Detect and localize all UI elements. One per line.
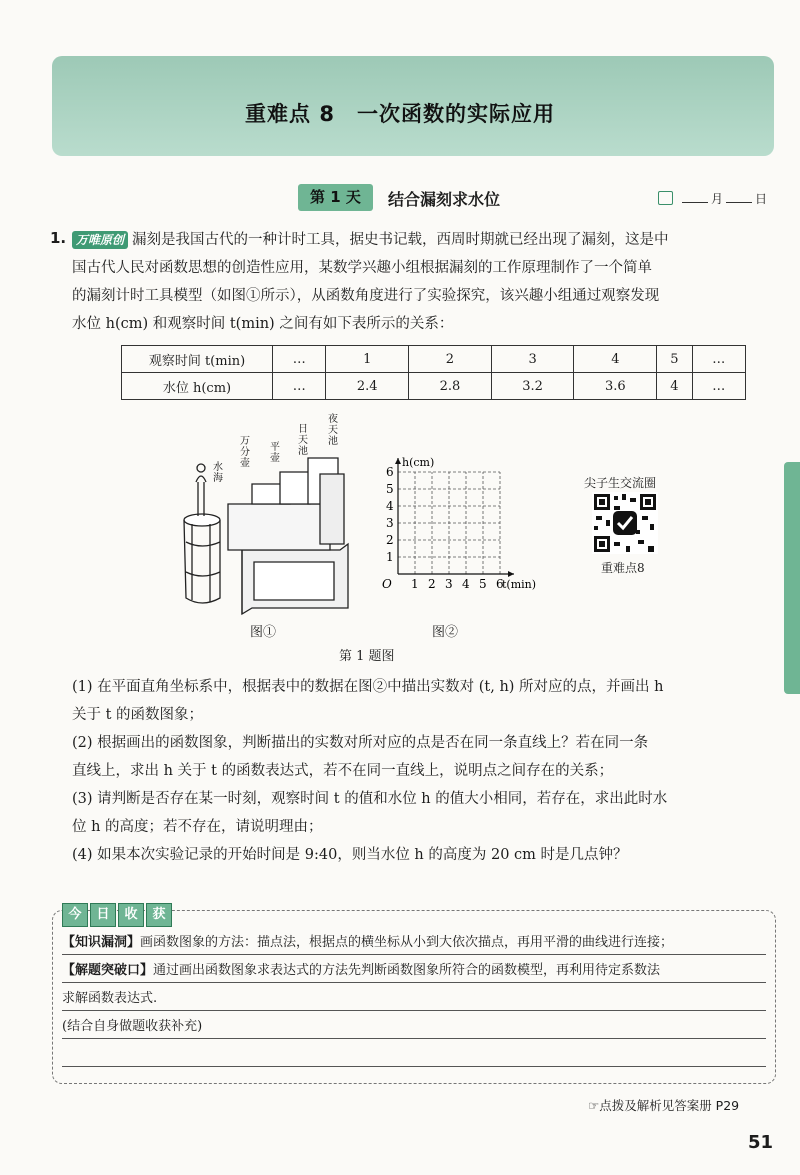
day-topic: 结合漏刻求水位 [388,190,501,209]
x-axis-label: t(min) [502,578,537,591]
day-badge: 第 1 天 [298,184,373,211]
source-tag: 万唯原创 [72,231,128,249]
date-field [658,190,767,207]
y-axis-label: h(cm) [402,456,435,469]
svg-text:日天池: 日天池 [298,424,308,457]
coordinate-grid [372,446,552,616]
harvest-title-char: 获 [146,903,172,927]
y-tick-label: 4 [386,499,394,513]
table-cell: … [692,346,745,373]
svg-text:万分壶: 万分壶 [240,436,250,469]
svg-text:平壶: 平壶 [270,442,280,464]
question-line: 国古代人民对函数思想的创造性应用，某数学兴趣小组根据漏刻的工作原理制作了一个简单 [72,260,652,276]
y-tick-label: 1 [386,550,394,564]
qr-code-icon[interactable] [592,492,658,554]
qr-title: 尖子生交流圈 [584,476,657,490]
table-cell: 2.8 [409,373,492,400]
figure1-caption: 图① [250,625,277,640]
table-cell: 4 [574,346,657,373]
question-line: 漏刻是我国古代的一种计时工具，据史书记载，西周时期就已经出现了漏刻，这是中 [132,232,669,248]
subquestions [72,673,780,869]
question-line: 的漏刻计时工具模型（如图①所示），从函数角度进行了实验探究，该兴趣小组通过观察发现 [72,288,660,304]
y-tick-label: 2 [386,533,394,547]
question-line: 水位 h(cm) 和观察时间 t(min) 之间有如下表所示的关系： [72,316,454,332]
water-clock-figure [180,412,360,622]
figure-caption: 第 1 题图 [339,649,395,664]
x-tick-label: 3 [445,577,453,591]
y-tick-label: 6 [386,465,394,479]
harvest-note: (结合自身做题收获补充) [62,1019,203,1034]
question-text [72,226,780,338]
subquestion-line: (3) 请判断是否存在某一时刻，观察时间 t 的值和水位 h 的值大小相同，若存在，求出此时水 [72,791,668,807]
page-title: 重难点 8 一次函数的实际应用 [245,102,555,126]
answer-reference: ☞点拨及解析见答案册 P29 [588,1098,740,1113]
table-cell: … [273,346,326,373]
table-cell: 2 [409,346,492,373]
table-header-cell: 水位 h(cm) [122,373,273,400]
table-cell: 1 [326,346,409,373]
harvest-title-char: 日 [90,903,116,927]
calendar-icon [658,191,673,205]
table-cell: … [273,373,326,400]
question-number: 1. [50,229,67,247]
table-cell: 2.4 [326,373,409,400]
table-cell: … [692,373,745,400]
figure2-caption: 图② [432,625,459,640]
harvest-method-line [62,960,766,983]
y-tick-label: 5 [386,482,394,496]
harvest-note-line [62,1016,766,1039]
method-text-2: 求解函数表达式. [62,991,158,1006]
table-row [122,373,746,400]
side-tab [784,462,800,694]
qr-caption: 重难点8 [601,561,645,575]
table-cell: 4 [657,373,692,400]
data-table [121,345,746,400]
x-tick-label: 5 [479,577,487,591]
harvest-title-char: 收 [118,903,144,927]
harvest-title [62,903,172,927]
knowledge-text: 画函数图象的方法：描点法，根据点的横坐标从小到大依次描点，再用平滑的曲线进行连接； [140,935,674,950]
day-label: 日 [755,192,768,206]
month-label: 月 [711,192,724,206]
origin-label: O [382,577,392,591]
x-tick-label: 4 [462,577,470,591]
table-cell: 3 [491,346,574,373]
y-axis-arrow [395,458,401,464]
svg-text:夜天池: 夜天池 [328,414,338,447]
x-tick-label: 6 [496,577,504,591]
harvest-blank-line[interactable] [62,1044,766,1067]
harvest-title-char: 今 [62,903,88,927]
fig1-label-night-pool: 夜 [328,414,338,425]
subquestion-line: (1) 在平面直角坐标系中，根据表中的数据在图②中描出实数对 (t, h) 所对应的点，并画出 h [72,679,664,695]
table-row [122,346,746,373]
y-tick-label: 3 [386,516,394,530]
subquestion-line: 直线上，求出 h 关于 t 的函数表达式，若不在同一直线上，说明点之间存在的关系； [72,763,614,779]
knowledge-label: 【知识漏洞】 [62,935,141,950]
harvest-knowledge-line [62,932,766,955]
subquestion-line: 关于 t 的函数图象； [72,707,204,723]
method-text: 通过画出函数图象求表达式的方法先判断函数图象所符合的函数模型，再利用待定系数法 [153,963,661,978]
method-label: 【解题突破口】 [62,963,154,978]
table-cell: 3.6 [574,373,657,400]
table-cell: 5 [657,346,692,373]
subquestion-line: 位 h 的高度；若不存在，请说明理由； [72,819,323,835]
subquestion-line: (4) 如果本次实验记录的开始时间是 9:40，则当水位 h 的高度为 20 cm 时是几点钟？ [72,847,628,863]
page-number: 51 [748,1132,774,1153]
x-tick-label: 2 [428,577,436,591]
x-tick-label: 1 [411,577,419,591]
table-header-cell: 观察时间 t(min) [122,346,273,373]
subquestion-line: (2) 根据画出的函数图象，判断描出的实数对所对应的点是否在同一条直线上？若在同一条 [72,735,649,751]
x-axis-arrow [508,571,514,577]
harvest-method-line-2 [62,988,766,1011]
table-cell: 3.2 [491,373,574,400]
svg-text:水海: 水海 [213,462,223,484]
